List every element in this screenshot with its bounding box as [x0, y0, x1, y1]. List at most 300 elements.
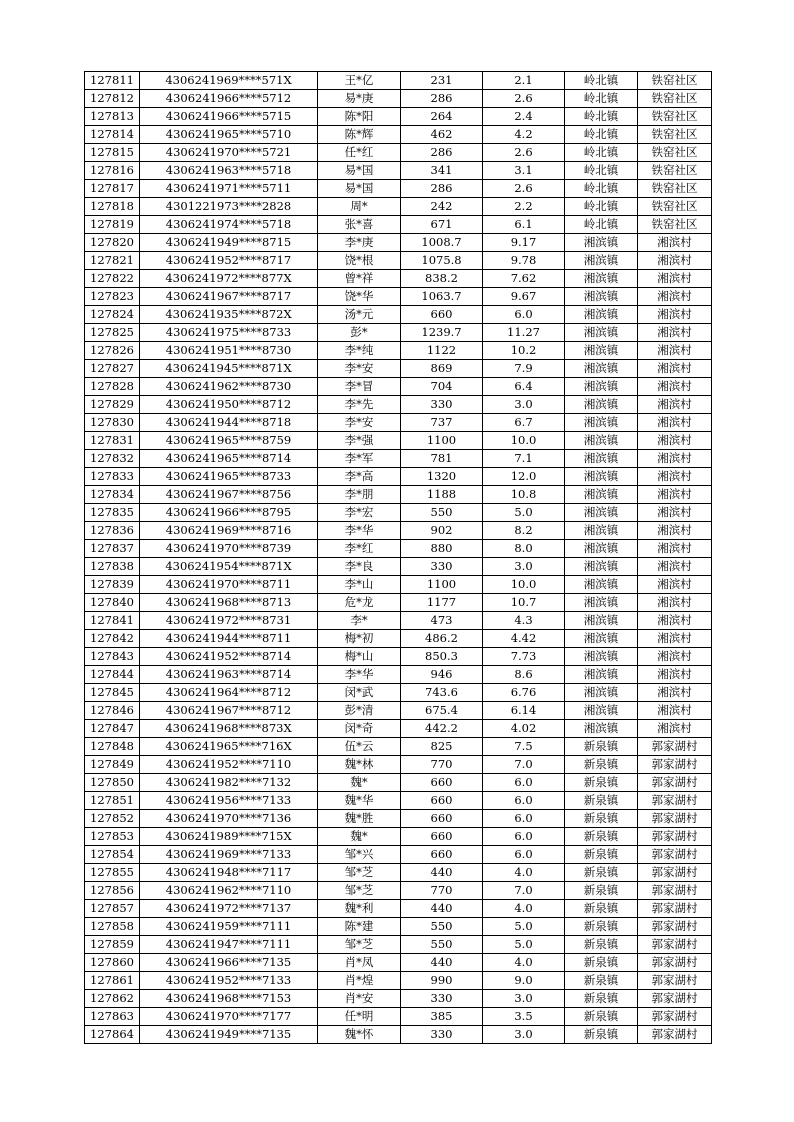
quantity-cell: 7.62 — [483, 270, 565, 288]
amount-cell: 473 — [401, 612, 483, 630]
amount-cell: 486.2 — [401, 630, 483, 648]
town-cell: 岭北镇 — [565, 162, 638, 180]
record-id-cell: 127853 — [85, 828, 140, 846]
name-cell: 邹*芝 — [318, 864, 401, 882]
town-cell: 湘滨镇 — [565, 270, 638, 288]
amount-cell: 660 — [401, 810, 483, 828]
amount-cell: 770 — [401, 882, 483, 900]
amount-cell: 869 — [401, 360, 483, 378]
amount-cell: 781 — [401, 450, 483, 468]
quantity-cell: 3.0 — [483, 558, 565, 576]
table-row — [85, 558, 712, 576]
village-cell: 湘滨村 — [638, 522, 712, 540]
name-cell: 李*宏 — [318, 504, 401, 522]
town-cell: 湘滨镇 — [565, 342, 638, 360]
record-id-cell: 127822 — [85, 270, 140, 288]
id-number-cell: 4306241963****8714 — [140, 666, 318, 684]
name-cell: 彭*清 — [318, 702, 401, 720]
amount-cell: 660 — [401, 792, 483, 810]
town-cell: 新泉镇 — [565, 882, 638, 900]
record-id-cell: 127847 — [85, 720, 140, 738]
table-row — [85, 828, 712, 846]
amount-cell: 330 — [401, 396, 483, 414]
town-cell: 湘滨镇 — [565, 702, 638, 720]
id-number-cell: 4306241951****8730 — [140, 342, 318, 360]
town-cell: 湘滨镇 — [565, 558, 638, 576]
name-cell: 李*安 — [318, 360, 401, 378]
id-number-cell: 4306241956****7133 — [140, 792, 318, 810]
id-number-cell: 4306241965****8759 — [140, 432, 318, 450]
quantity-cell: 6.0 — [483, 828, 565, 846]
id-number-cell: 4306241970****7136 — [140, 810, 318, 828]
record-id-cell: 127863 — [85, 1008, 140, 1026]
town-cell: 岭北镇 — [565, 90, 638, 108]
village-cell: 郭家湖村 — [638, 918, 712, 936]
quantity-cell: 5.0 — [483, 936, 565, 954]
town-cell: 湘滨镇 — [565, 648, 638, 666]
town-cell: 湘滨镇 — [565, 234, 638, 252]
name-cell: 周* — [318, 198, 401, 216]
record-id-cell: 127830 — [85, 414, 140, 432]
town-cell: 新泉镇 — [565, 936, 638, 954]
name-cell: 邹*兴 — [318, 846, 401, 864]
amount-cell: 1177 — [401, 594, 483, 612]
quantity-cell: 3.0 — [483, 396, 565, 414]
quantity-cell: 9.17 — [483, 234, 565, 252]
town-cell: 湘滨镇 — [565, 396, 638, 414]
town-cell: 湘滨镇 — [565, 522, 638, 540]
village-cell: 铁窑社区 — [638, 108, 712, 126]
table-row — [85, 162, 712, 180]
quantity-cell: 8.2 — [483, 522, 565, 540]
village-cell: 郭家湖村 — [638, 1026, 712, 1044]
village-cell: 湘滨村 — [638, 306, 712, 324]
name-cell: 邹*芝 — [318, 936, 401, 954]
name-cell: 陈*辉 — [318, 126, 401, 144]
quantity-cell: 7.73 — [483, 648, 565, 666]
table-row — [85, 432, 712, 450]
record-id-cell: 127835 — [85, 504, 140, 522]
amount-cell: 880 — [401, 540, 483, 558]
table-row — [85, 126, 712, 144]
amount-cell: 330 — [401, 1026, 483, 1044]
town-cell: 湘滨镇 — [565, 630, 638, 648]
town-cell: 湘滨镇 — [565, 306, 638, 324]
amount-cell: 1100 — [401, 432, 483, 450]
record-id-cell: 127849 — [85, 756, 140, 774]
record-id-cell: 127864 — [85, 1026, 140, 1044]
town-cell: 新泉镇 — [565, 846, 638, 864]
table-row — [85, 702, 712, 720]
table-row — [85, 1026, 712, 1044]
amount-cell: 660 — [401, 306, 483, 324]
village-cell: 郭家湖村 — [638, 738, 712, 756]
name-cell: 肖*煌 — [318, 972, 401, 990]
table-row — [85, 864, 712, 882]
quantity-cell: 3.5 — [483, 1008, 565, 1026]
quantity-cell: 2.1 — [483, 72, 565, 90]
village-cell: 湘滨村 — [638, 414, 712, 432]
town-cell: 湘滨镇 — [565, 360, 638, 378]
table-row — [85, 252, 712, 270]
town-cell: 岭北镇 — [565, 108, 638, 126]
name-cell: 李*红 — [318, 540, 401, 558]
town-cell: 湘滨镇 — [565, 684, 638, 702]
village-cell: 郭家湖村 — [638, 774, 712, 792]
amount-cell: 1063.7 — [401, 288, 483, 306]
village-cell: 湘滨村 — [638, 576, 712, 594]
amount-cell: 704 — [401, 378, 483, 396]
amount-cell: 440 — [401, 954, 483, 972]
quantity-cell: 5.0 — [483, 504, 565, 522]
town-cell: 岭北镇 — [565, 126, 638, 144]
quantity-cell: 4.0 — [483, 954, 565, 972]
id-number-cell: 4306241965****8733 — [140, 468, 318, 486]
quantity-cell: 4.0 — [483, 864, 565, 882]
name-cell: 任*明 — [318, 1008, 401, 1026]
id-number-cell: 4306241948****7117 — [140, 864, 318, 882]
town-cell: 湘滨镇 — [565, 288, 638, 306]
town-cell: 新泉镇 — [565, 774, 638, 792]
table-row — [85, 450, 712, 468]
quantity-cell: 10.8 — [483, 486, 565, 504]
amount-cell: 1122 — [401, 342, 483, 360]
table-row — [85, 414, 712, 432]
id-number-cell: 4306241969****571X — [140, 72, 318, 90]
village-cell: 郭家湖村 — [638, 882, 712, 900]
amount-cell: 770 — [401, 756, 483, 774]
id-number-cell: 4306241962****8730 — [140, 378, 318, 396]
town-cell: 岭北镇 — [565, 216, 638, 234]
town-cell: 新泉镇 — [565, 1026, 638, 1044]
id-number-cell: 4301221973****2828 — [140, 198, 318, 216]
amount-cell: 660 — [401, 846, 483, 864]
name-cell: 饶*根 — [318, 252, 401, 270]
name-cell: 李*良 — [318, 558, 401, 576]
id-number-cell: 4306241971****5711 — [140, 180, 318, 198]
name-cell: 彭* — [318, 324, 401, 342]
table-row — [85, 378, 712, 396]
table-row — [85, 630, 712, 648]
amount-cell: 1008.7 — [401, 234, 483, 252]
record-id-cell: 127843 — [85, 648, 140, 666]
quantity-cell: 6.0 — [483, 846, 565, 864]
amount-cell: 550 — [401, 918, 483, 936]
table-row — [85, 468, 712, 486]
record-id-cell: 127834 — [85, 486, 140, 504]
record-id-cell: 127815 — [85, 144, 140, 162]
record-id-cell: 127836 — [85, 522, 140, 540]
quantity-cell: 6.4 — [483, 378, 565, 396]
town-cell: 岭北镇 — [565, 72, 638, 90]
town-cell: 湘滨镇 — [565, 666, 638, 684]
table-row — [85, 324, 712, 342]
id-number-cell: 4306241982****7132 — [140, 774, 318, 792]
table-row — [85, 144, 712, 162]
quantity-cell: 3.0 — [483, 990, 565, 1008]
village-cell: 湘滨村 — [638, 396, 712, 414]
id-number-cell: 4306241972****7137 — [140, 900, 318, 918]
village-cell: 湘滨村 — [638, 648, 712, 666]
quantity-cell: 12.0 — [483, 468, 565, 486]
record-id-cell: 127823 — [85, 288, 140, 306]
quantity-cell: 5.0 — [483, 918, 565, 936]
town-cell: 湘滨镇 — [565, 594, 638, 612]
name-cell: 李*先 — [318, 396, 401, 414]
village-cell: 湘滨村 — [638, 450, 712, 468]
id-number-cell: 4306241935****872X — [140, 306, 318, 324]
table-row — [85, 288, 712, 306]
village-cell: 湘滨村 — [638, 504, 712, 522]
name-cell: 陈*建 — [318, 918, 401, 936]
town-cell: 新泉镇 — [565, 1008, 638, 1026]
amount-cell: 660 — [401, 774, 483, 792]
data-table — [84, 71, 712, 1044]
village-cell: 湘滨村 — [638, 594, 712, 612]
quantity-cell: 2.6 — [483, 180, 565, 198]
amount-cell: 264 — [401, 108, 483, 126]
id-number-cell: 4306241966****5715 — [140, 108, 318, 126]
quantity-cell: 2.2 — [483, 198, 565, 216]
village-cell: 郭家湖村 — [638, 810, 712, 828]
id-number-cell: 4306241944****8718 — [140, 414, 318, 432]
name-cell: 李*纯 — [318, 342, 401, 360]
table-row — [85, 216, 712, 234]
amount-cell: 462 — [401, 126, 483, 144]
amount-cell: 1239.7 — [401, 324, 483, 342]
record-id-cell: 127831 — [85, 432, 140, 450]
table-row — [85, 504, 712, 522]
record-id-cell: 127850 — [85, 774, 140, 792]
town-cell: 岭北镇 — [565, 144, 638, 162]
name-cell: 李*华 — [318, 666, 401, 684]
name-cell: 饶*华 — [318, 288, 401, 306]
record-id-cell: 127862 — [85, 990, 140, 1008]
record-id-cell: 127852 — [85, 810, 140, 828]
name-cell: 魏*胜 — [318, 810, 401, 828]
record-id-cell: 127859 — [85, 936, 140, 954]
town-cell: 新泉镇 — [565, 972, 638, 990]
town-cell: 湘滨镇 — [565, 324, 638, 342]
name-cell: 曾*祥 — [318, 270, 401, 288]
town-cell: 湘滨镇 — [565, 468, 638, 486]
id-number-cell: 4306241945****871X — [140, 360, 318, 378]
village-cell: 湘滨村 — [638, 432, 712, 450]
name-cell: 李*冒 — [318, 378, 401, 396]
table-row — [85, 198, 712, 216]
table-row — [85, 234, 712, 252]
name-cell: 闵*武 — [318, 684, 401, 702]
village-cell: 郭家湖村 — [638, 900, 712, 918]
name-cell: 李*军 — [318, 450, 401, 468]
id-number-cell: 4306241952****7133 — [140, 972, 318, 990]
record-id-cell: 127839 — [85, 576, 140, 594]
village-cell: 湘滨村 — [638, 612, 712, 630]
amount-cell: 550 — [401, 936, 483, 954]
quantity-cell: 9.0 — [483, 972, 565, 990]
amount-cell: 341 — [401, 162, 483, 180]
record-id-cell: 127851 — [85, 792, 140, 810]
amount-cell: 442.2 — [401, 720, 483, 738]
town-cell: 湘滨镇 — [565, 378, 638, 396]
village-cell: 铁窑社区 — [638, 126, 712, 144]
id-number-cell: 4306241968****7153 — [140, 990, 318, 1008]
name-cell: 魏*华 — [318, 792, 401, 810]
name-cell: 魏* — [318, 828, 401, 846]
document-page — [84, 71, 712, 1044]
quantity-cell: 10.0 — [483, 576, 565, 594]
table-row — [85, 882, 712, 900]
town-cell: 湘滨镇 — [565, 504, 638, 522]
town-cell: 新泉镇 — [565, 792, 638, 810]
record-id-cell: 127812 — [85, 90, 140, 108]
amount-cell: 660 — [401, 828, 483, 846]
record-id-cell: 127841 — [85, 612, 140, 630]
town-cell: 新泉镇 — [565, 756, 638, 774]
record-id-cell: 127845 — [85, 684, 140, 702]
table-row — [85, 306, 712, 324]
quantity-cell: 10.0 — [483, 432, 565, 450]
name-cell: 李*高 — [318, 468, 401, 486]
id-number-cell: 4306241972****8731 — [140, 612, 318, 630]
village-cell: 湘滨村 — [638, 288, 712, 306]
village-cell: 郭家湖村 — [638, 936, 712, 954]
id-number-cell: 4306241969****8716 — [140, 522, 318, 540]
id-number-cell: 4306241965****716X — [140, 738, 318, 756]
amount-cell: 1320 — [401, 468, 483, 486]
town-cell: 岭北镇 — [565, 198, 638, 216]
quantity-cell: 6.1 — [483, 216, 565, 234]
table-row — [85, 594, 712, 612]
amount-cell: 1100 — [401, 576, 483, 594]
village-cell: 湘滨村 — [638, 486, 712, 504]
village-cell: 湘滨村 — [638, 342, 712, 360]
town-cell: 湘滨镇 — [565, 576, 638, 594]
id-number-cell: 4306241968****8713 — [140, 594, 318, 612]
record-id-cell: 127828 — [85, 378, 140, 396]
id-number-cell: 4306241949****7135 — [140, 1026, 318, 1044]
table-row — [85, 900, 712, 918]
amount-cell: 737 — [401, 414, 483, 432]
id-number-cell: 4306241949****8715 — [140, 234, 318, 252]
id-number-cell: 4306241966****5712 — [140, 90, 318, 108]
quantity-cell: 6.0 — [483, 306, 565, 324]
quantity-cell: 7.9 — [483, 360, 565, 378]
village-cell: 湘滨村 — [638, 684, 712, 702]
id-number-cell: 4306241952****8717 — [140, 252, 318, 270]
amount-cell: 440 — [401, 900, 483, 918]
record-id-cell: 127820 — [85, 234, 140, 252]
id-number-cell: 4306241952****8714 — [140, 648, 318, 666]
quantity-cell: 8.0 — [483, 540, 565, 558]
table-row — [85, 810, 712, 828]
village-cell: 湘滨村 — [638, 630, 712, 648]
quantity-cell: 6.0 — [483, 792, 565, 810]
town-cell: 湘滨镇 — [565, 720, 638, 738]
table-row — [85, 540, 712, 558]
quantity-cell: 3.0 — [483, 1026, 565, 1044]
id-number-cell: 4306241967****8756 — [140, 486, 318, 504]
name-cell: 闵*奇 — [318, 720, 401, 738]
village-cell: 郭家湖村 — [638, 990, 712, 1008]
village-cell: 郭家湖村 — [638, 972, 712, 990]
table-row — [85, 666, 712, 684]
table-row — [85, 756, 712, 774]
name-cell: 伍*云 — [318, 738, 401, 756]
id-number-cell: 4306241968****873X — [140, 720, 318, 738]
table-row — [85, 270, 712, 288]
table-row — [85, 738, 712, 756]
record-id-cell: 127832 — [85, 450, 140, 468]
quantity-cell: 10.2 — [483, 342, 565, 360]
record-id-cell: 127857 — [85, 900, 140, 918]
village-cell: 湘滨村 — [638, 540, 712, 558]
amount-cell: 675.4 — [401, 702, 483, 720]
id-number-cell: 4306241965****8714 — [140, 450, 318, 468]
table-row — [85, 90, 712, 108]
id-number-cell: 4306241966****7135 — [140, 954, 318, 972]
name-cell: 魏* — [318, 774, 401, 792]
id-number-cell: 4306241974****5718 — [140, 216, 318, 234]
amount-cell: 330 — [401, 558, 483, 576]
town-cell: 新泉镇 — [565, 900, 638, 918]
table-body — [85, 72, 712, 1044]
id-number-cell: 4306241966****8795 — [140, 504, 318, 522]
id-number-cell: 4306241950****8712 — [140, 396, 318, 414]
amount-cell: 242 — [401, 198, 483, 216]
amount-cell: 825 — [401, 738, 483, 756]
id-number-cell: 4306241975****8733 — [140, 324, 318, 342]
amount-cell: 330 — [401, 990, 483, 1008]
name-cell: 危*龙 — [318, 594, 401, 612]
name-cell: 魏*利 — [318, 900, 401, 918]
amount-cell: 850.3 — [401, 648, 483, 666]
village-cell: 湘滨村 — [638, 270, 712, 288]
village-cell: 铁窑社区 — [638, 72, 712, 90]
record-id-cell: 127816 — [85, 162, 140, 180]
id-number-cell: 4306241964****8712 — [140, 684, 318, 702]
name-cell: 汤*元 — [318, 306, 401, 324]
village-cell: 铁窑社区 — [638, 198, 712, 216]
table-row — [85, 72, 712, 90]
record-id-cell: 127814 — [85, 126, 140, 144]
quantity-cell: 6.7 — [483, 414, 565, 432]
town-cell: 湘滨镇 — [565, 414, 638, 432]
quantity-cell: 7.0 — [483, 882, 565, 900]
quantity-cell: 4.02 — [483, 720, 565, 738]
name-cell: 李*朋 — [318, 486, 401, 504]
record-id-cell: 127848 — [85, 738, 140, 756]
name-cell: 易*庚 — [318, 90, 401, 108]
table-row — [85, 522, 712, 540]
record-id-cell: 127811 — [85, 72, 140, 90]
name-cell: 李*山 — [318, 576, 401, 594]
quantity-cell: 3.1 — [483, 162, 565, 180]
amount-cell: 440 — [401, 864, 483, 882]
quantity-cell: 2.6 — [483, 90, 565, 108]
name-cell: 魏*林 — [318, 756, 401, 774]
id-number-cell: 4306241989****715X — [140, 828, 318, 846]
town-cell: 新泉镇 — [565, 738, 638, 756]
name-cell: 肖*凤 — [318, 954, 401, 972]
village-cell: 铁窑社区 — [638, 180, 712, 198]
amount-cell: 286 — [401, 144, 483, 162]
id-number-cell: 4306241954****871X — [140, 558, 318, 576]
town-cell: 新泉镇 — [565, 954, 638, 972]
quantity-cell: 4.2 — [483, 126, 565, 144]
id-number-cell: 4306241970****5721 — [140, 144, 318, 162]
village-cell: 郭家湖村 — [638, 846, 712, 864]
